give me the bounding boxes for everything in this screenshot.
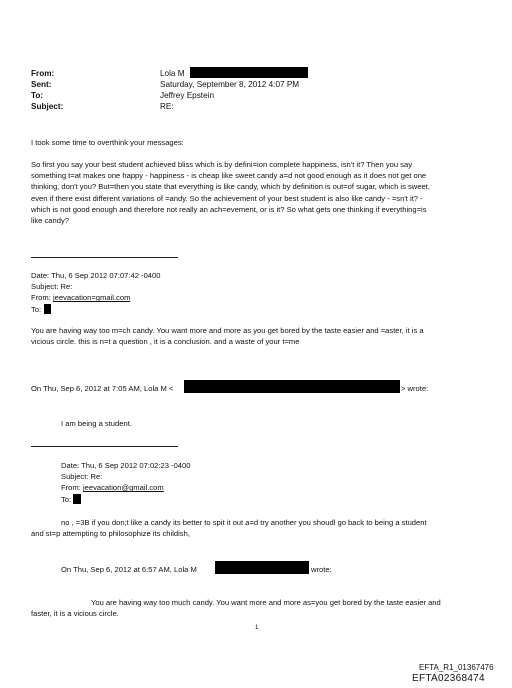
body-line: faster, it is a vicious circle. — [31, 609, 119, 619]
body-line: something t=at makes one happy - happiness - is cheap like sweet candy a=d not good enough as it does not get one — [31, 171, 427, 181]
from-value: Lola M — [160, 69, 185, 78]
intro-text: I took some time to overthink your messages: — [31, 138, 184, 147]
body-line: So first you say your best student achieved bliss which is by defini=ion complete happiness, isn't it? Then you say — [31, 160, 412, 169]
wrote-line-2: On Thu, Sep 6, 2012 at 6:57 AM, Lola M — [61, 565, 197, 574]
wrote-suffix-2: wrote: — [311, 565, 332, 574]
separator-rule — [31, 446, 178, 447]
quote1-to: To: — [31, 304, 42, 314]
quote1-date: Date: Thu, 6 Sep 2012 07:07:42 -0400 — [31, 271, 161, 280]
quote1-subject: Subject: Re: — [31, 282, 73, 292]
body-line: even if there exist different variations of =andy. So the achievement of your best student is also like candy - =sn't it? - — [31, 193, 423, 203]
quote2-subject: Subject: Re: — [61, 472, 103, 482]
quote1-body — [31, 325, 501, 347]
wrote-line-1: On Thu, Sep 6, 2012 at 7:05 AM, Lola M < — [31, 384, 174, 393]
separator-rule — [31, 257, 178, 258]
quote2-date: Date: Thu, 6 Sep 2012 07:02:23 -0400 — [61, 461, 191, 470]
body-line: and st=p attempting to philosophize its childish, — [31, 529, 190, 539]
body-line: no , =3B if you don;t like a candy its better to spit it out a=d try another you shoudl go back to being a student — [61, 518, 427, 527]
subject-value: RE: — [160, 102, 174, 111]
redaction-bar — [184, 380, 400, 393]
body-paragraph — [31, 159, 491, 226]
body-line: You are having way too m=ch candy. You want more and more as you get bored by the taste easier and =aster, it is a — [31, 326, 424, 335]
quote1-from — [31, 292, 160, 303]
redaction-bar — [215, 561, 309, 574]
redaction-bar — [73, 494, 81, 504]
body-line: You are having way too much candy. You want more and more as=you get bored by the taste easier and — [91, 598, 441, 607]
reference-number-1: EFTA_R1_01367476 — [419, 663, 494, 672]
page-number: 1 — [255, 625, 259, 631]
reply-text-1: I am being a student. — [61, 419, 132, 428]
redaction-bar — [190, 67, 308, 78]
from-label-text: From: — [61, 483, 83, 493]
subject-label: Subject: — [31, 102, 64, 111]
body-line: which is not good enough and therefore not really an ach=evement, or is it? So what gets one thinking if everything=is — [31, 204, 427, 214]
wrote-suffix-1: > wrote: — [401, 384, 429, 393]
sent-label: Sent: — [31, 80, 52, 89]
email-link[interactable]: jeevacation@gmail.com — [82, 483, 164, 493]
body-line: thinking, don't you? But=then you state that everything is like candy, which by definition is out=of sugar, which is sweet, — [31, 182, 430, 192]
to-value: Jeffrey Epstein — [160, 91, 215, 100]
quote2-body — [31, 517, 501, 539]
reference-number-2: EFTA02368474 — [412, 673, 485, 684]
from-label-text: From: — [31, 293, 53, 303]
body-line: vicious circle. this is n=t a question , it is a conclusion. and a waste of your t=me — [31, 337, 300, 347]
body-line: like candy? — [31, 216, 69, 226]
sent-value: Saturday, September 8, 2012 4:07 PM — [160, 80, 300, 89]
from-label: From: — [31, 69, 55, 78]
to-label: To: — [31, 91, 44, 100]
reply-text-2 — [31, 597, 501, 619]
quote2-from — [61, 482, 190, 493]
redaction-bar — [44, 304, 51, 314]
quote2-to: To: — [61, 494, 72, 504]
email-link[interactable]: jeevacation=gmail.com — [52, 293, 131, 303]
